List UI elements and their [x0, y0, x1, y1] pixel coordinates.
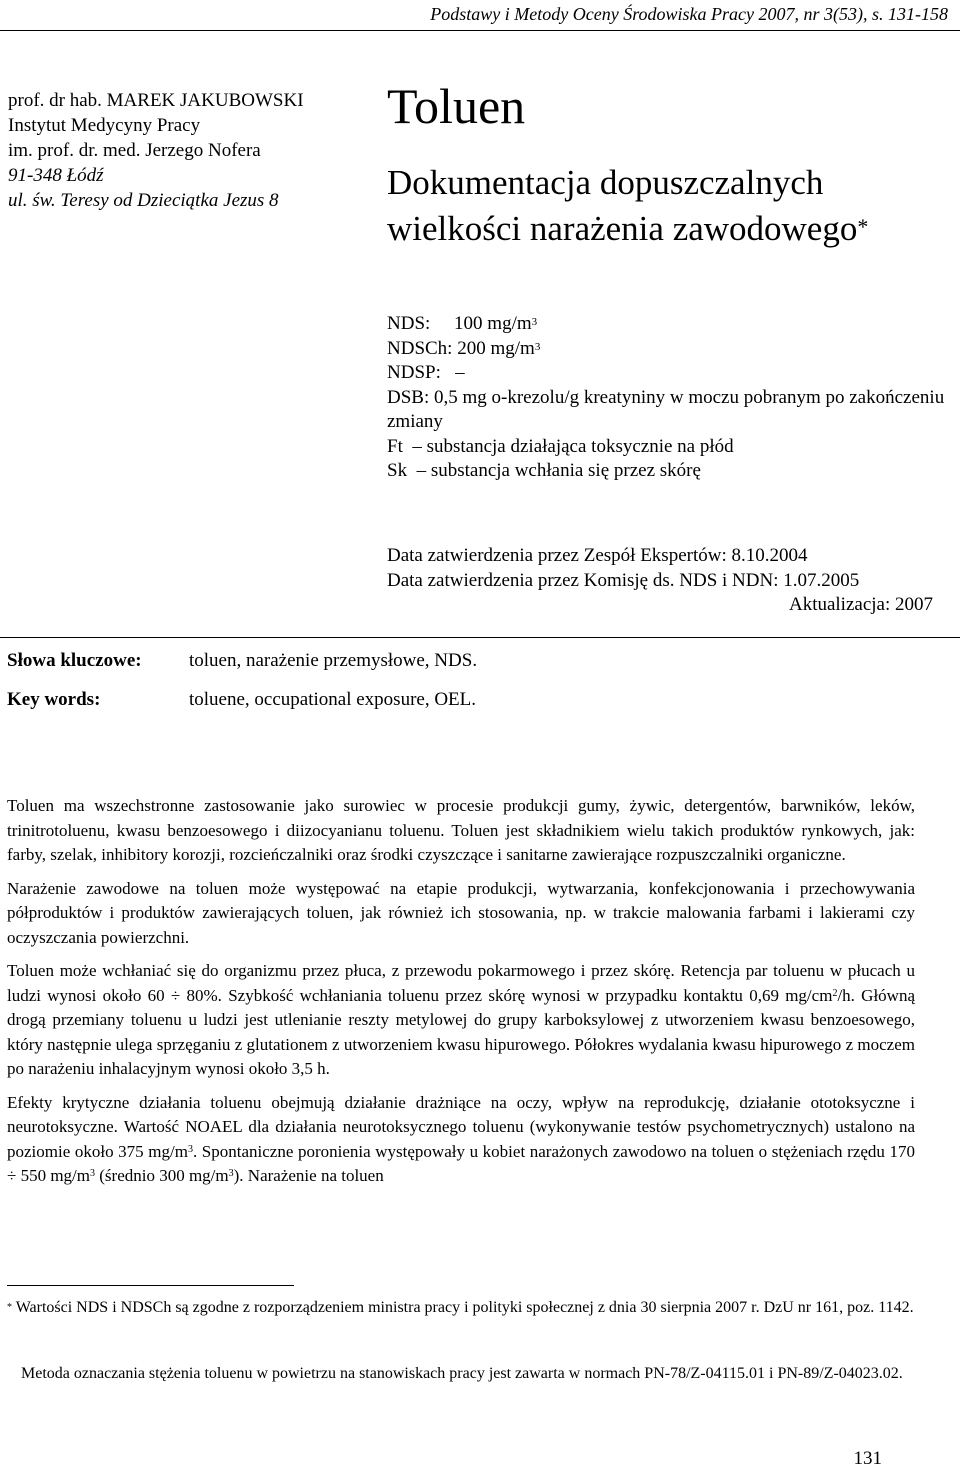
paragraph-4 [7, 1091, 915, 1189]
paragraph-4-exp-2: 3 [90, 1168, 95, 1179]
page-number: 131 [853, 1448, 882, 1469]
keywords-en [7, 689, 476, 711]
paragraph-3-part-a: Toluen może wchłaniać się do organizmu przez płuca, z przewodu pokarmowego i przez skórę. Retencja par toluenu w płucach u ludzi wynosi około 60 ÷ 80%. Szybkość wchłaniania toluenu przez skórę wynosi w przypadku kontaktu 0,69 mg/cm [7, 961, 915, 1005]
limit-nds: NDS: 100 mg/m [387, 313, 532, 334]
date-commission: Data zatwierdzenia przez Komisję ds. NDS i NDN: 1.07.2005 [387, 569, 860, 591]
section-rule [0, 637, 960, 638]
footnote-1-mark: * [7, 1302, 12, 1313]
subtitle-line-2: wielkości narażenia zawodowego [387, 209, 858, 248]
paragraph-4-part-b: . Spontaniczne poronienia występowały u kobiet narażonych zawodowo na toluen o stężeniach rzędu 170 ÷ 550 mg/m [7, 1141, 916, 1185]
paragraph-2: Narażenie zawodowe na toluen może występować na etapie produkcji, wytwarzania, konfekcjonowania i przechowywania półproduktów i produktów zawierających toluen, jak również ich stosowania, np. w trakcie malowania farbami i lakierami czy oczyszczania powierzchni. [7, 878, 915, 947]
footnote-1 [7, 1296, 915, 1320]
journal-header: Podstawy i Metody Oceny Środowiska Pracy 2007, nr 3(53), s. 131-158 [430, 4, 948, 24]
abstract-body [7, 794, 915, 1198]
approval-dates [387, 544, 933, 618]
author-name: prof. dr hab. MAREK JAKUBOWSKI [8, 90, 304, 111]
paragraph-4-exp-3: 3 [228, 1168, 234, 1179]
subtitle-line-1: Dokumentacja dopuszczalnych [387, 163, 824, 202]
author-postal: 91-348 Łódź [8, 165, 104, 186]
author-institute-name: im. prof. dr. med. Jerzego Nofera [8, 140, 261, 161]
keywords-en-label: Key words: [7, 689, 101, 710]
paragraph-3-exp: 2 [832, 987, 838, 999]
date-experts: Data zatwierdzenia przez Zespół Ekspertów: 8.10.2004 [387, 545, 808, 566]
paragraph-3-part-b: /h. Główną drogą przemiany toluenu u ludzi jest utlenianie reszty metylowej do grupy karboksylowej z utworzeniem kwasu benzoesowego, który następnie ulega sprzęganiu z glutationem z utworzeniem kwasu hipurowego. Półokres wydalania kwasu hipurowego z moczem po narażeniu inhalacyjnym wynosi około 3,5 h. [7, 985, 916, 1078]
paragraph-3 [7, 959, 915, 1082]
limit-sk: Sk – substancja wchłania się przez skórę [387, 460, 701, 481]
author-street: ul. św. Teresy od Dzieciątka Jezus 8 [8, 190, 279, 211]
limit-ndsch-exp: 3 [534, 340, 541, 353]
author-institute: Instytut Medycyny Pracy [8, 115, 201, 136]
keywords-pl-value: toluen, narażenie przemysłowe, NDS. [189, 650, 478, 671]
exposure-limits [387, 312, 947, 484]
subtitle-footnote-mark: * [857, 214, 869, 239]
keywords-pl-label: Słowa kluczowe: [7, 650, 142, 671]
paragraph-4-part-a: Efekty krytyczne działania toluenu obejmują działanie drażniące na oczy, wpływ na reprodukcję, działanie ototoksyczne i neurotoksyczne. Wartość NOAEL dla działania neurotoksycznego toluenu (wykonywanie testów psychometrycznych) ustalono na poziomie około 375 mg/m [7, 1092, 915, 1161]
author-block [8, 88, 304, 213]
limit-ft: Ft – substancja działająca toksycznie na płód [387, 435, 734, 457]
limit-ndsch: NDSCh: 200 mg/m [387, 337, 535, 359]
limit-dsb: DSB: 0,5 mg o-krezolu/g kreatyniny w moczu pobranym po zakończeniu zmiany [387, 386, 945, 432]
document-subtitle [387, 160, 868, 252]
paragraph-1: Toluen ma wszechstronne zastosowanie jako surowiec w procesie produkcji gumy, żywic, detergentów, barwników, leków, trinitrotoluenu, kwasu benzoesowego i diizocyanianu toluenu. Toluen jest składnikiem wielu takich produktów rynkowych, jak: farby, szelak, inhibitory korozji, rozcieńczalniki oraz środki czyszczące i sanitarne zawierające rozpuszczalniki organiczne. [7, 796, 915, 864]
paragraph-4-part-c: (średnio 300 mg/m [95, 1166, 229, 1185]
date-update: Aktualizacja: 2007 [788, 594, 933, 615]
keywords-en-value: toluene, occupational exposure, OEL. [189, 689, 477, 710]
paragraph-4-part-d: ). Narażenie na toluen [233, 1166, 384, 1185]
footnote-rule [7, 1285, 294, 1286]
footnote-2: Metoda oznaczania stężenia toluenu w powietrzu na stanowiskach pracy jest zawarta w normach PN-78/Z-04115.01 i PN-89/Z-04023.02. [21, 1365, 903, 1382]
limit-nds-exp: 3 [531, 316, 538, 328]
paragraph-4-exp-1: 3 [187, 1143, 193, 1155]
limit-ndsp: NDSP: – [387, 362, 465, 383]
document-title: Toluen [387, 78, 526, 134]
footnote-1-text: Wartości NDS i NDSCh są zgodne z rozporządzeniem ministra pracy i polityki społecznej z dnia 30 sierpnia 2007 r. DzU nr 161, poz. 1142. [12, 1299, 914, 1316]
header-rule [0, 30, 960, 31]
keywords-pl [7, 650, 477, 672]
